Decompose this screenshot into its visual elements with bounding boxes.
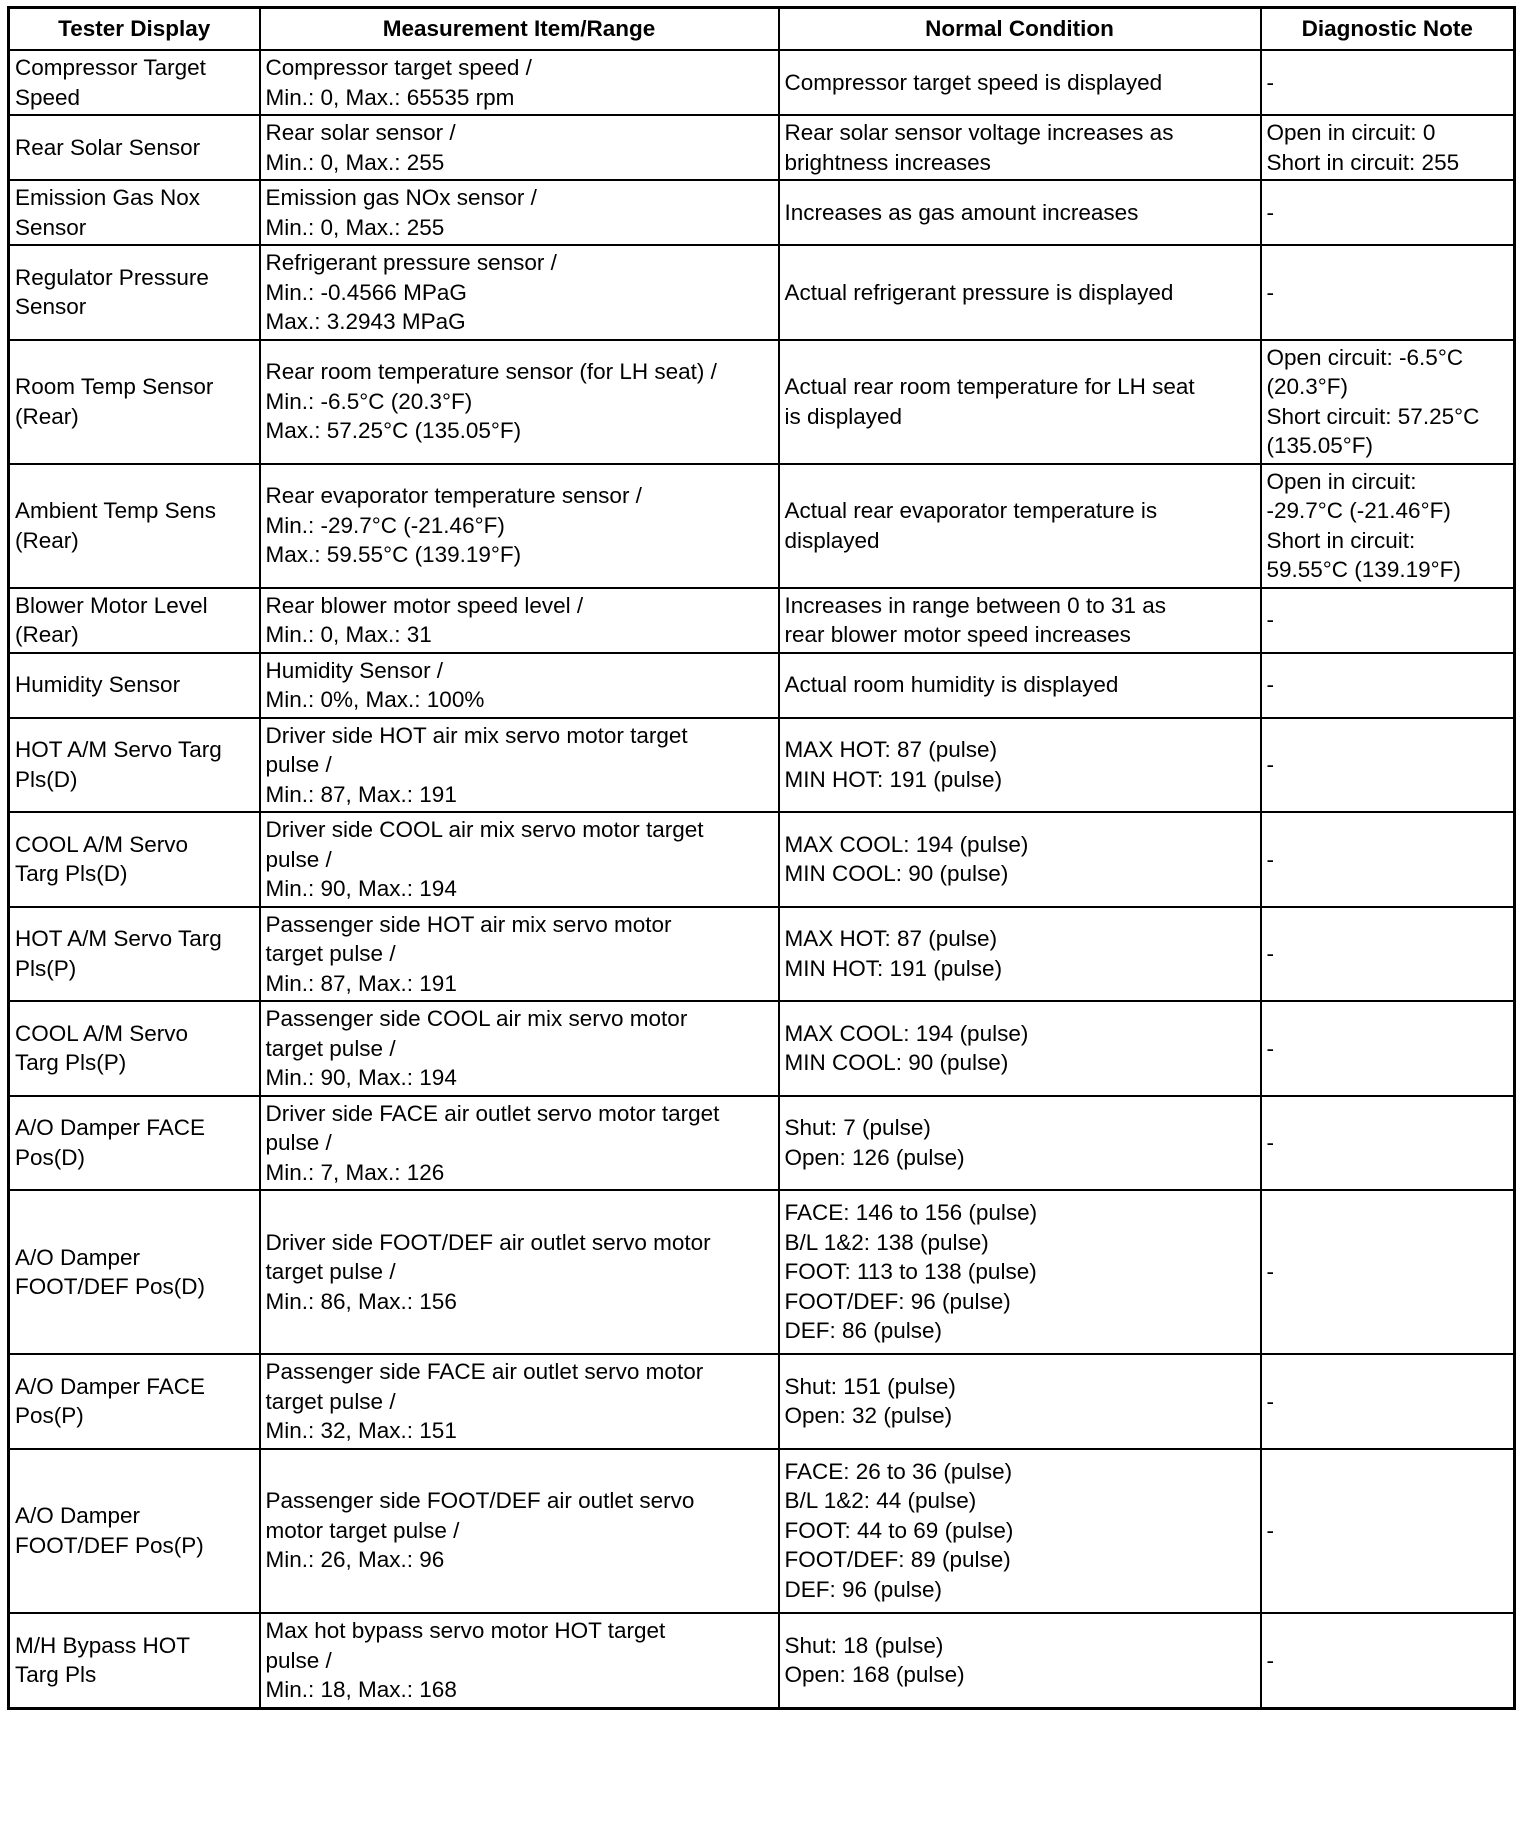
cell-normal-condition: Actual rear evaporator temperature is displayed bbox=[779, 464, 1261, 588]
cell-diagnostic-note: - bbox=[1261, 50, 1515, 115]
cell-measurement-range: Driver side COOL air mix servo motor target pulse / Min.: 90, Max.: 194 bbox=[260, 812, 779, 907]
table-row bbox=[9, 1613, 1515, 1709]
cell-measurement-range: Rear evaporator temperature sensor / Min.: -29.7°C (-21.46°F) Max.: 59.55°C (139.19°F) bbox=[260, 464, 779, 588]
table-row bbox=[9, 653, 1515, 718]
cell-tester-display: A/O Damper FOOT/DEF Pos(P) bbox=[9, 1449, 260, 1613]
cell-tester-display: Compressor Target Speed bbox=[9, 50, 260, 115]
cell-tester-display: Emission Gas Nox Sensor bbox=[9, 180, 260, 245]
table-row bbox=[9, 812, 1515, 907]
cell-normal-condition: MAX COOL: 194 (pulse) MIN COOL: 90 (pulse) bbox=[779, 1001, 1261, 1096]
cell-tester-display: A/O Damper FACE Pos(D) bbox=[9, 1096, 260, 1191]
cell-diagnostic-note: Open in circuit: 0 Short in circuit: 255 bbox=[1261, 115, 1515, 180]
cell-measurement-range: Driver side FACE air outlet servo motor target pulse / Min.: 7, Max.: 126 bbox=[260, 1096, 779, 1191]
cell-measurement-range: Passenger side HOT air mix servo motor target pulse / Min.: 87, Max.: 191 bbox=[260, 907, 779, 1002]
cell-normal-condition: Actual rear room temperature for LH seat is displayed bbox=[779, 340, 1261, 464]
cell-normal-condition: Compressor target speed is displayed bbox=[779, 50, 1261, 115]
cell-measurement-range: Rear room temperature sensor (for LH seat) / Min.: -6.5°C (20.3°F) Max.: 57.25°C (135.05°F) bbox=[260, 340, 779, 464]
cell-normal-condition: Shut: 7 (pulse) Open: 126 (pulse) bbox=[779, 1096, 1261, 1191]
cell-tester-display: COOL A/M Servo Targ Pls(D) bbox=[9, 812, 260, 907]
cell-diagnostic-note: Open in circuit: -29.7°C (-21.46°F) Short in circuit: 59.55°C (139.19°F) bbox=[1261, 464, 1515, 588]
cell-diagnostic-note: - bbox=[1261, 1613, 1515, 1709]
table-row bbox=[9, 50, 1515, 115]
cell-normal-condition: Rear solar sensor voltage increases as brightness increases bbox=[779, 115, 1261, 180]
cell-normal-condition: Actual refrigerant pressure is displayed bbox=[779, 245, 1261, 340]
cell-tester-display: A/O Damper FOOT/DEF Pos(D) bbox=[9, 1190, 260, 1354]
cell-diagnostic-note: - bbox=[1261, 907, 1515, 1002]
cell-tester-display: HOT A/M Servo Targ Pls(P) bbox=[9, 907, 260, 1002]
table-row bbox=[9, 1449, 1515, 1613]
cell-normal-condition: FACE: 26 to 36 (pulse) B/L 1&2: 44 (pulse) FOOT: 44 to 69 (pulse) FOOT/DEF: 89 (pulse) DEF: 96 (pulse) bbox=[779, 1449, 1261, 1613]
data-list-table bbox=[7, 6, 1516, 1710]
cell-tester-display: Regulator Pressure Sensor bbox=[9, 245, 260, 340]
table-row bbox=[9, 1001, 1515, 1096]
table-row bbox=[9, 907, 1515, 1002]
cell-measurement-range: Passenger side FOOT/DEF air outlet servo motor target pulse / Min.: 26, Max.: 96 bbox=[260, 1449, 779, 1613]
header-tester-display: Tester Display bbox=[9, 8, 260, 51]
cell-normal-condition: MAX HOT: 87 (pulse) MIN HOT: 191 (pulse) bbox=[779, 907, 1261, 1002]
table-row bbox=[9, 340, 1515, 464]
cell-tester-display: Room Temp Sensor (Rear) bbox=[9, 340, 260, 464]
cell-diagnostic-note: - bbox=[1261, 718, 1515, 813]
cell-measurement-range: Compressor target speed / Min.: 0, Max.: 65535 rpm bbox=[260, 50, 779, 115]
cell-normal-condition: Shut: 151 (pulse) Open: 32 (pulse) bbox=[779, 1354, 1261, 1449]
cell-normal-condition: Actual room humidity is displayed bbox=[779, 653, 1261, 718]
cell-diagnostic-note: - bbox=[1261, 1354, 1515, 1449]
cell-measurement-range: Driver side FOOT/DEF air outlet servo motor target pulse / Min.: 86, Max.: 156 bbox=[260, 1190, 779, 1354]
cell-measurement-range: Refrigerant pressure sensor / Min.: -0.4566 MPaG Max.: 3.2943 MPaG bbox=[260, 245, 779, 340]
cell-normal-condition: Shut: 18 (pulse) Open: 168 (pulse) bbox=[779, 1613, 1261, 1709]
cell-tester-display: Blower Motor Level (Rear) bbox=[9, 588, 260, 653]
cell-normal-condition: MAX COOL: 194 (pulse) MIN COOL: 90 (pulse) bbox=[779, 812, 1261, 907]
cell-diagnostic-note: - bbox=[1261, 812, 1515, 907]
cell-measurement-range: Driver side HOT air mix servo motor target pulse / Min.: 87, Max.: 191 bbox=[260, 718, 779, 813]
cell-tester-display: M/H Bypass HOT Targ Pls bbox=[9, 1613, 260, 1709]
table-row bbox=[9, 464, 1515, 588]
cell-normal-condition: MAX HOT: 87 (pulse) MIN HOT: 191 (pulse) bbox=[779, 718, 1261, 813]
cell-diagnostic-note: Open circuit: -6.5°C (20.3°F) Short circuit: 57.25°C (135.05°F) bbox=[1261, 340, 1515, 464]
cell-diagnostic-note: - bbox=[1261, 1001, 1515, 1096]
cell-tester-display: Rear Solar Sensor bbox=[9, 115, 260, 180]
cell-diagnostic-note: - bbox=[1261, 245, 1515, 340]
cell-measurement-range: Rear blower motor speed level / Min.: 0, Max.: 31 bbox=[260, 588, 779, 653]
table-row bbox=[9, 180, 1515, 245]
header-measurement-item: Measurement Item/Range bbox=[260, 8, 779, 51]
cell-measurement-range: Rear solar sensor / Min.: 0, Max.: 255 bbox=[260, 115, 779, 180]
cell-tester-display: Ambient Temp Sens (Rear) bbox=[9, 464, 260, 588]
cell-tester-display: HOT A/M Servo Targ Pls(D) bbox=[9, 718, 260, 813]
table-row bbox=[9, 1190, 1515, 1354]
table-row bbox=[9, 588, 1515, 653]
header-diagnostic-note: Diagnostic Note bbox=[1261, 8, 1515, 51]
cell-diagnostic-note: - bbox=[1261, 180, 1515, 245]
cell-measurement-range: Passenger side FACE air outlet servo motor target pulse / Min.: 32, Max.: 151 bbox=[260, 1354, 779, 1449]
header-normal-condition: Normal Condition bbox=[779, 8, 1261, 51]
cell-normal-condition: FACE: 146 to 156 (pulse) B/L 1&2: 138 (pulse) FOOT: 113 to 138 (pulse) FOOT/DEF: 96 (pulse) DEF: 86 (pulse) bbox=[779, 1190, 1261, 1354]
cell-diagnostic-note: - bbox=[1261, 1190, 1515, 1354]
cell-normal-condition: Increases as gas amount increases bbox=[779, 180, 1261, 245]
cell-diagnostic-note: - bbox=[1261, 653, 1515, 718]
cell-tester-display: A/O Damper FACE Pos(P) bbox=[9, 1354, 260, 1449]
cell-normal-condition: Increases in range between 0 to 31 as rear blower motor speed increases bbox=[779, 588, 1261, 653]
table-row bbox=[9, 115, 1515, 180]
table-row bbox=[9, 245, 1515, 340]
cell-diagnostic-note: - bbox=[1261, 1449, 1515, 1613]
cell-diagnostic-note: - bbox=[1261, 588, 1515, 653]
cell-measurement-range: Passenger side COOL air mix servo motor target pulse / Min.: 90, Max.: 194 bbox=[260, 1001, 779, 1096]
table-header-row bbox=[9, 8, 1515, 51]
cell-diagnostic-note: - bbox=[1261, 1096, 1515, 1191]
cell-measurement-range: Humidity Sensor / Min.: 0%, Max.: 100% bbox=[260, 653, 779, 718]
table-row bbox=[9, 718, 1515, 813]
table-row bbox=[9, 1096, 1515, 1191]
cell-measurement-range: Emission gas NOx sensor / Min.: 0, Max.: 255 bbox=[260, 180, 779, 245]
table-row bbox=[9, 1354, 1515, 1449]
cell-tester-display: Humidity Sensor bbox=[9, 653, 260, 718]
cell-measurement-range: Max hot bypass servo motor HOT target pulse / Min.: 18, Max.: 168 bbox=[260, 1613, 779, 1709]
cell-tester-display: COOL A/M Servo Targ Pls(P) bbox=[9, 1001, 260, 1096]
